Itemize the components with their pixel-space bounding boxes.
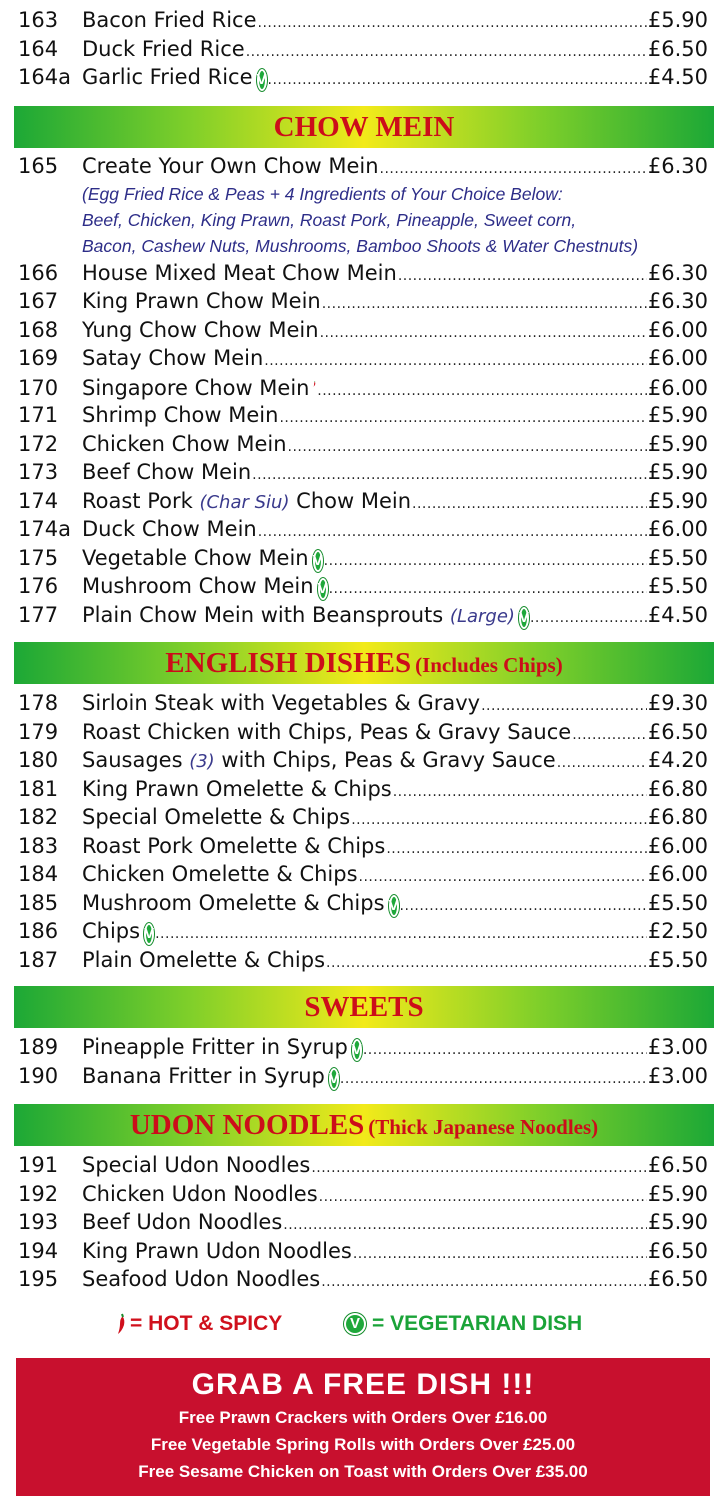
item-name: Roast Pork Omelette & Chips [82,833,386,858]
item-number: 174 [18,488,59,513]
item-price: £6.50 [647,1267,708,1291]
chili-pepper-icon [116,1313,126,1335]
item-number: 183 [18,833,59,858]
item-number: 181 [18,776,59,801]
item-name: Chicken Chow Mein [82,431,287,456]
leader-dots [264,347,647,376]
leader-dots [279,404,646,433]
item-name-part: Plain Chow Mein with Beansprouts [82,602,444,627]
item-name: Beef Udon Noodles [82,1210,283,1234]
menu-item [0,487,728,516]
menu-item [0,746,728,775]
leader-dots [393,778,647,807]
section-title: ENGLISH DISHES [165,647,412,679]
leader-dots [283,1211,647,1240]
item-price: £5.90 [647,8,708,32]
item-price: £6.50 [647,719,708,744]
menu-item [0,1062,728,1091]
fried-rice-section [0,6,728,92]
item-price: £6.00 [647,346,708,370]
item-number: 171 [18,403,59,427]
item-note: (Char Siu) [199,491,290,513]
item-number: 175 [18,545,59,570]
item-name: Sirloin Steak with Vegetables & Gravy [82,691,481,715]
item-number: 192 [18,1181,59,1206]
item-name: Shrimp Chow Mein [82,403,279,427]
item-name: Vegetable Chow Mein [82,545,309,570]
item-number: 164 [18,36,59,61]
leader-dots [530,604,647,633]
item-number: 185 [18,890,59,915]
menu-item [0,775,728,804]
description-line: Beef, Chicken, King Prawn, Roast Pork, Pineapple, Sweet corn, [82,209,577,230]
leader-dots [321,1268,647,1297]
item-name [82,487,411,518]
item-number: 169 [18,346,59,370]
item-price: £2.50 [647,919,708,943]
item-price: £6.50 [647,36,708,61]
sweets-section [0,1033,728,1090]
item-number: 174a [18,517,71,541]
item-price: £4.20 [647,748,708,772]
item-price: £5.90 [647,460,708,484]
menu-item [0,430,728,459]
item-name: King Prawn Omelette & Chips [82,776,392,801]
item-price: £6.30 [647,260,708,285]
item-number: 170 [18,375,59,400]
legend [0,1306,728,1342]
leader-dots [329,575,647,604]
item-name-part: Roast Pork [82,488,193,513]
menu-item [0,152,728,181]
leader-dots [557,749,647,778]
item-price: £3.00 [647,1035,708,1059]
section-header-chow-mein [14,106,714,148]
vegetarian-icon: V [344,1313,366,1335]
promo-line: Free Sesame Chicken on Toast with Orders Over £35.00 [138,1462,588,1481]
item-name: Duck Chow Mein [82,517,257,541]
item-name-part: Chow Mein [296,488,412,513]
menu-item [0,287,728,316]
vegetarian-icon: V [313,550,323,572]
item-price: £5.50 [647,890,708,915]
item-price: £6.80 [647,776,708,801]
item-name: Seafood Udon Noodles [82,1267,321,1291]
promo-line: Free Prawn Crackers with Orders Over £16.00 [178,1408,548,1427]
menu-item [0,946,728,975]
item-note: (Large) [449,605,515,627]
leader-dots [363,1036,647,1065]
leader-dots [386,835,647,864]
menu-item [0,373,728,402]
leader-dots [288,433,647,462]
menu-item [0,889,728,918]
leader-dots [353,1240,647,1269]
leader-dots [400,892,647,921]
item-price: £5.50 [647,574,708,598]
item-name [82,601,515,632]
leader-dots [320,319,647,348]
item-name [82,746,556,777]
item-number: 177 [18,602,59,627]
item-price: £6.30 [647,154,708,178]
menu-item [0,1265,728,1294]
item-name-part: Sausages [82,748,183,772]
menu-item [0,544,728,573]
item-name: Duck Fried Rice [82,36,245,61]
leader-dots [481,692,647,721]
leader-dots [398,262,647,291]
menu-item [0,1151,728,1180]
menu-item [0,917,728,946]
item-number: 187 [18,947,59,972]
item-name: Beef Chow Mein [82,460,252,484]
menu-item [0,344,728,373]
vegetarian-icon: V [318,578,328,600]
item-number: 186 [18,919,59,943]
item-name: Garlic Fried Rice [82,65,253,89]
item-name: Satay Chow Mein [82,346,264,370]
item-price: £5.50 [647,545,708,570]
leader-dots [351,806,647,835]
item-price: £6.50 [647,1153,708,1177]
menu-item [0,1180,728,1209]
menu-item [0,1033,728,1062]
leader-dots [359,863,647,892]
menu-item [0,401,728,430]
leader-dots [324,547,647,576]
menu-item [0,458,728,487]
item-number: 165 [18,154,59,178]
item-number: 180 [18,748,59,772]
vegetarian-icon: V [257,69,267,91]
menu-item [0,803,728,832]
menu-item [0,1208,728,1237]
legend-hot-label: = HOT & SPICY [130,1312,283,1335]
item-name: Chips [82,919,141,943]
promo-banner [16,1358,710,1496]
menu-item [0,35,728,64]
item-name-part: with Chips, Peas & Gravy Sauce [221,748,556,772]
item-price: £5.90 [647,431,708,456]
leader-dots [268,66,647,95]
item-number: 178 [18,691,59,715]
item-price: £5.50 [647,947,708,972]
chili-pepper-icon [313,373,316,395]
leader-dots [155,920,647,949]
item-name: Chicken Udon Noodles [82,1181,318,1206]
leader-dots [252,461,647,490]
item-number: 191 [18,1153,59,1177]
item-number: 184 [18,862,59,886]
item-name: Mushroom Omelette & Chips [82,890,385,915]
item-price: £6.00 [647,517,708,541]
leader-dots [311,1154,647,1183]
section-header-english-dishes [14,642,714,684]
item-price: £4.50 [647,602,708,627]
leader-dots [258,518,647,547]
menu-item [0,259,728,288]
item-price: £9.30 [647,691,708,715]
item-number: 163 [18,8,59,32]
item-note: (3) [189,751,215,772]
description-line: Bacon, Cashew Nuts, Mushrooms, Bamboo Shoots & Water Chestnuts) [82,235,639,256]
legend-hot [116,1312,282,1336]
section-header-udon-noodles [14,1104,714,1146]
menu-item [0,832,728,861]
section-title: CHOW MEIN [273,111,455,143]
leader-dots [326,949,647,978]
udon-noodles-section [0,1151,728,1294]
vegetarian-icon: V [389,895,399,917]
promo-line: Free Vegetable Spring Rolls with Orders Over £25.00 [150,1435,576,1454]
item-description [0,181,728,259]
item-name: King Prawn Udon Noodles [82,1238,352,1263]
item-number: 182 [18,805,59,829]
item-number: 166 [18,260,59,285]
menu-item [0,1237,728,1266]
legend-veg [344,1312,582,1336]
menu-item [0,718,728,747]
item-price: £5.90 [647,1181,708,1206]
leader-dots [246,38,647,67]
item-number: 164a [18,65,71,89]
vegetarian-icon: V [329,1068,339,1090]
vegetarian-icon: V [352,1039,362,1061]
item-number: 189 [18,1035,59,1059]
menu-item [0,601,728,630]
leader-dots [322,290,647,319]
item-name: Bacon Fried Rice [82,8,257,32]
promo-title: GRAB A FREE DISH !!! [191,1368,535,1401]
item-price: £6.00 [647,317,708,342]
menu-item [0,689,728,718]
item-name: King Prawn Chow Mein [82,289,321,313]
item-number: 168 [18,317,59,342]
item-price: £6.00 [647,375,708,400]
item-name: Mushroom Chow Mein [82,574,314,598]
item-price: £6.50 [647,1238,708,1263]
item-price: £5.90 [647,403,708,427]
section-subtitle: (Thick Japanese Noodles) [368,1115,599,1139]
vegetarian-icon: V [519,607,529,629]
section-title: UDON NOODLES [129,1109,365,1141]
item-number: 176 [18,574,59,598]
item-name: Singapore Chow Mein [82,375,310,400]
item-number: 194 [18,1238,59,1263]
item-price: £4.50 [647,65,708,89]
menu-item [0,860,728,889]
item-name: House Mixed Meat Chow Mein [82,260,397,285]
vegetarian-icon: V [144,923,154,945]
item-name: Special Omelette & Chips [82,805,351,829]
leader-dots [412,490,647,519]
leader-dots [380,155,647,184]
item-name: Create Your Own Chow Mein [82,154,379,178]
item-name: Chicken Omelette & Chips [82,862,358,886]
item-number: 173 [18,460,59,484]
legend-veg-label: = VEGETARIAN DISH [372,1312,583,1335]
leader-dots [340,1065,647,1094]
item-price: £5.90 [647,1210,708,1234]
item-price: £5.90 [647,488,708,513]
section-subtitle: (Includes Chips) [415,653,563,677]
menu-item [0,316,728,345]
item-name: Roast Chicken with Chips, Peas & Gravy Sauce [82,719,572,744]
description-line: (Egg Fried Rice & Peas + 4 Ingredients of Your Choice Below: [82,183,563,204]
item-price: £6.30 [647,289,708,313]
item-price: £6.80 [647,805,708,829]
menu-item [0,515,728,544]
item-price: £6.00 [647,833,708,858]
leader-dots [258,9,647,38]
item-price: £6.00 [647,862,708,886]
item-price: £3.00 [647,1063,708,1088]
section-title: SWEETS [304,991,424,1023]
menu-item [0,572,728,601]
leader-dots [572,721,647,750]
item-number: 190 [18,1063,59,1088]
item-number: 193 [18,1210,59,1234]
item-number: 172 [18,431,59,456]
chow-mein-section [0,152,728,629]
item-name: Pineapple Fritter in Syrup [82,1035,348,1059]
item-name: Banana Fritter in Syrup [82,1063,325,1088]
leader-dots [319,1183,647,1212]
item-number: 195 [18,1267,59,1291]
item-number: 179 [18,719,59,744]
item-number: 167 [18,289,59,313]
item-name: Special Udon Noodles [82,1153,311,1177]
item-name: Yung Chow Chow Mein [82,317,319,342]
item-name: Plain Omelette & Chips [82,947,326,972]
menu-item [0,63,728,92]
menu-item [0,6,728,35]
section-header-sweets [14,986,714,1028]
english-dishes-section [0,689,728,974]
